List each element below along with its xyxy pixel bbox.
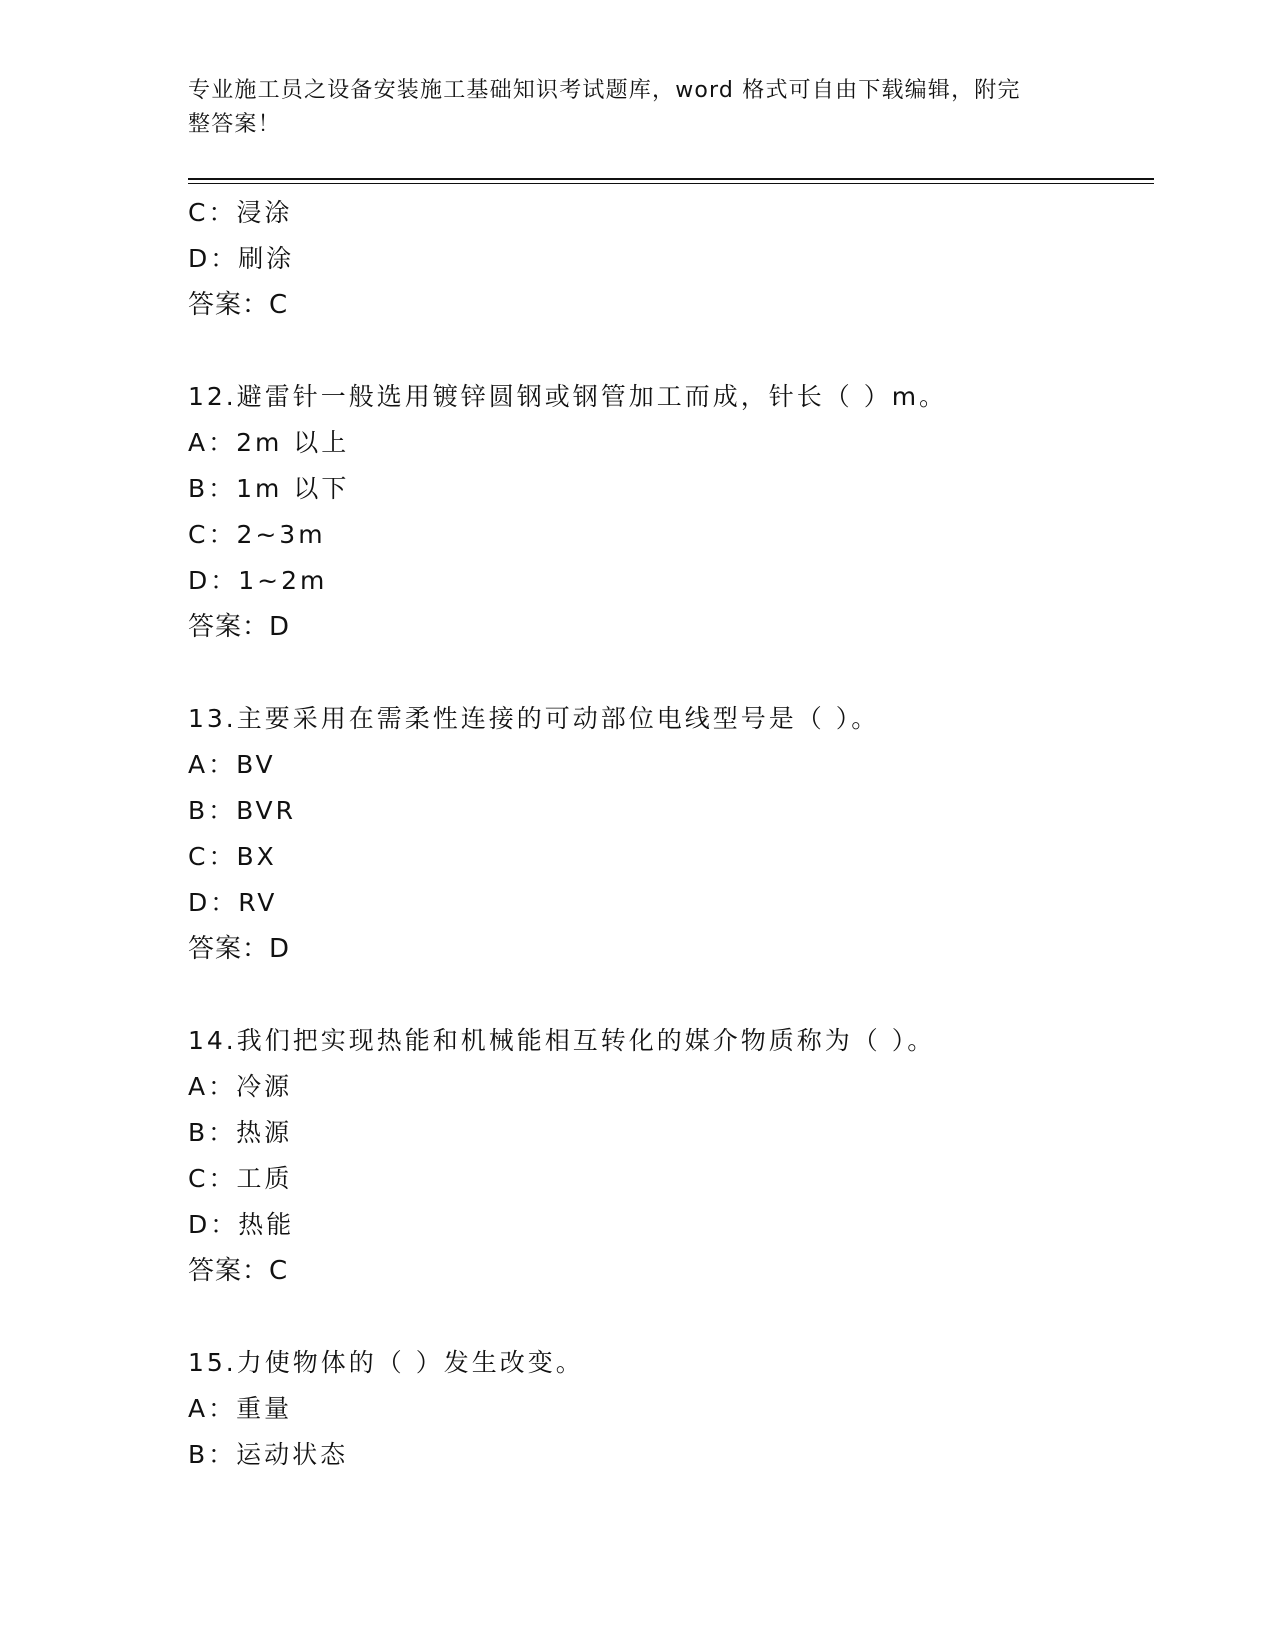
- option-c: C：BX: [188, 842, 277, 871]
- option-d: D：热能: [188, 1210, 295, 1239]
- answer-line: 答案：C: [188, 290, 289, 320]
- header-line-1: 专业施工员之设备安装施工基础知识考试题库，word 格式可自由下载编辑，附完: [188, 78, 1021, 103]
- header-line-2: 整答案！: [188, 112, 281, 137]
- option-b: B：1m 以下: [188, 474, 350, 503]
- question-block-continued: [188, 190, 1148, 328]
- spacer: [188, 972, 1148, 1018]
- option-d: D：1~2m: [188, 566, 328, 595]
- spacer: [188, 650, 1148, 696]
- header-rule-thin: [188, 183, 1154, 184]
- option-b: B：BVR: [188, 796, 297, 825]
- question-text: 14.我们把实现热能和机械能相互转化的媒介物质称为（ ）。: [188, 1026, 936, 1055]
- option-c: C：2~3m: [188, 520, 326, 549]
- spacer: [188, 1294, 1148, 1340]
- option-b: B：运动状态: [188, 1440, 349, 1469]
- option-a: A：重量: [188, 1394, 293, 1423]
- option-a: A：BV: [188, 750, 276, 779]
- answer-line: 答案：C: [188, 1256, 289, 1286]
- option-b: B：热源: [188, 1118, 293, 1147]
- document-header: [188, 74, 1068, 142]
- question-text: 13.主要采用在需柔性连接的可动部位电线型号是（ ）。: [188, 704, 880, 733]
- spacer: [188, 328, 1148, 374]
- question-block-14: [188, 1018, 1148, 1294]
- answer-line: 答案：D: [188, 612, 291, 642]
- question-block-15: [188, 1340, 1148, 1478]
- option-a: A：2m 以上: [188, 428, 350, 457]
- header-rule-thick: [188, 178, 1154, 180]
- question-block-13: [188, 696, 1148, 972]
- question-block-12: [188, 374, 1148, 650]
- option-c: C：工质: [188, 1164, 293, 1193]
- question-text: 15.力使物体的（ ）发生改变。: [188, 1348, 584, 1377]
- answer-line: 答案：D: [188, 934, 291, 964]
- question-text: 12.避雷针一般选用镀锌圆钢或钢管加工而成，针长（ ）m。: [188, 382, 948, 411]
- question-list: [188, 190, 1148, 1478]
- option-d: D：RV: [188, 888, 278, 917]
- option-a: A：冷源: [188, 1072, 293, 1101]
- option-d: D：刷涂: [188, 244, 295, 273]
- option-c: C：浸涂: [188, 198, 293, 227]
